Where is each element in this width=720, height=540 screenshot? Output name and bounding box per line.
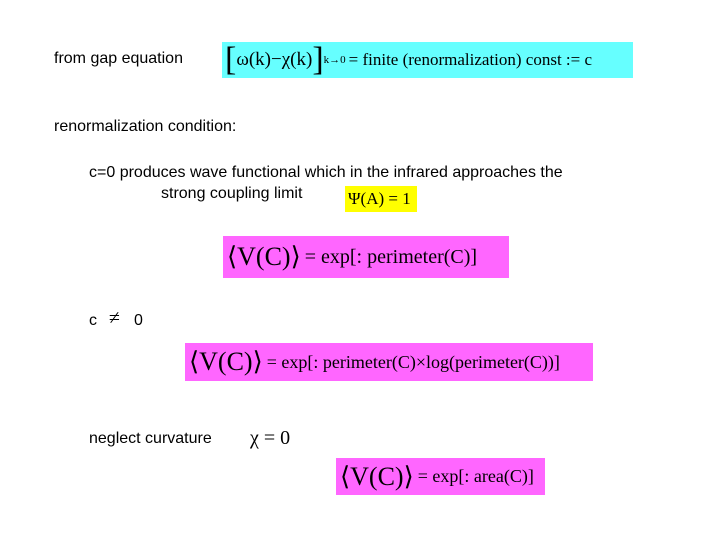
wilson-loop-area-law — [336, 458, 545, 495]
wilson-loop-perimeter-log-law — [185, 343, 593, 381]
wilson-loop-perimeter-law — [223, 236, 509, 278]
wilson-loop-3-lhs: ⟨V(C)⟩ — [340, 461, 414, 491]
chi-equation — [250, 426, 290, 450]
wilson-loop-lhs: ⟨V(C)⟩ — [227, 242, 301, 271]
gap-equation — [222, 42, 633, 78]
wilson-loop-2-lhs: ⟨V(C)⟩ — [189, 347, 263, 376]
c-zero-line-1: c=0 produces wave functional which in the infrared approaches the — [89, 164, 563, 181]
close-bracket: ] — [312, 41, 324, 78]
wilson-loop-rhs: = exp[: perimeter(C)] — [304, 245, 478, 268]
not-equal-symbol: ≠ — [109, 307, 120, 329]
psi-equation-text: Ψ(A) = 1 — [348, 189, 411, 208]
chi-term: χ(k) — [281, 49, 313, 70]
minus-sign: − — [271, 49, 282, 70]
wilson-loop-2-rhs: = exp[: perimeter(C)×log(perimeter(C))] — [266, 351, 560, 372]
open-bracket: [ — [225, 41, 237, 78]
chi-equation-text: χ = 0 — [250, 426, 291, 449]
omega-term: ω(k) — [236, 49, 271, 70]
from-gap-label: from gap equation — [54, 50, 183, 67]
wilson-loop-3-rhs: = exp[: area(C)] — [417, 466, 534, 486]
gap-rhs: = finite (renormalization) const := c — [348, 50, 593, 69]
neglect-curvature-label: neglect curvature — [89, 430, 212, 447]
limit-subscript: k→0 — [323, 54, 346, 66]
c-symbol: c — [89, 312, 97, 329]
psi-equation — [345, 186, 417, 212]
renormalization-condition-label: renormalization condition: — [54, 118, 237, 135]
c-zero-line-2: strong coupling limit — [161, 185, 303, 202]
zero-symbol: 0 — [134, 312, 143, 329]
